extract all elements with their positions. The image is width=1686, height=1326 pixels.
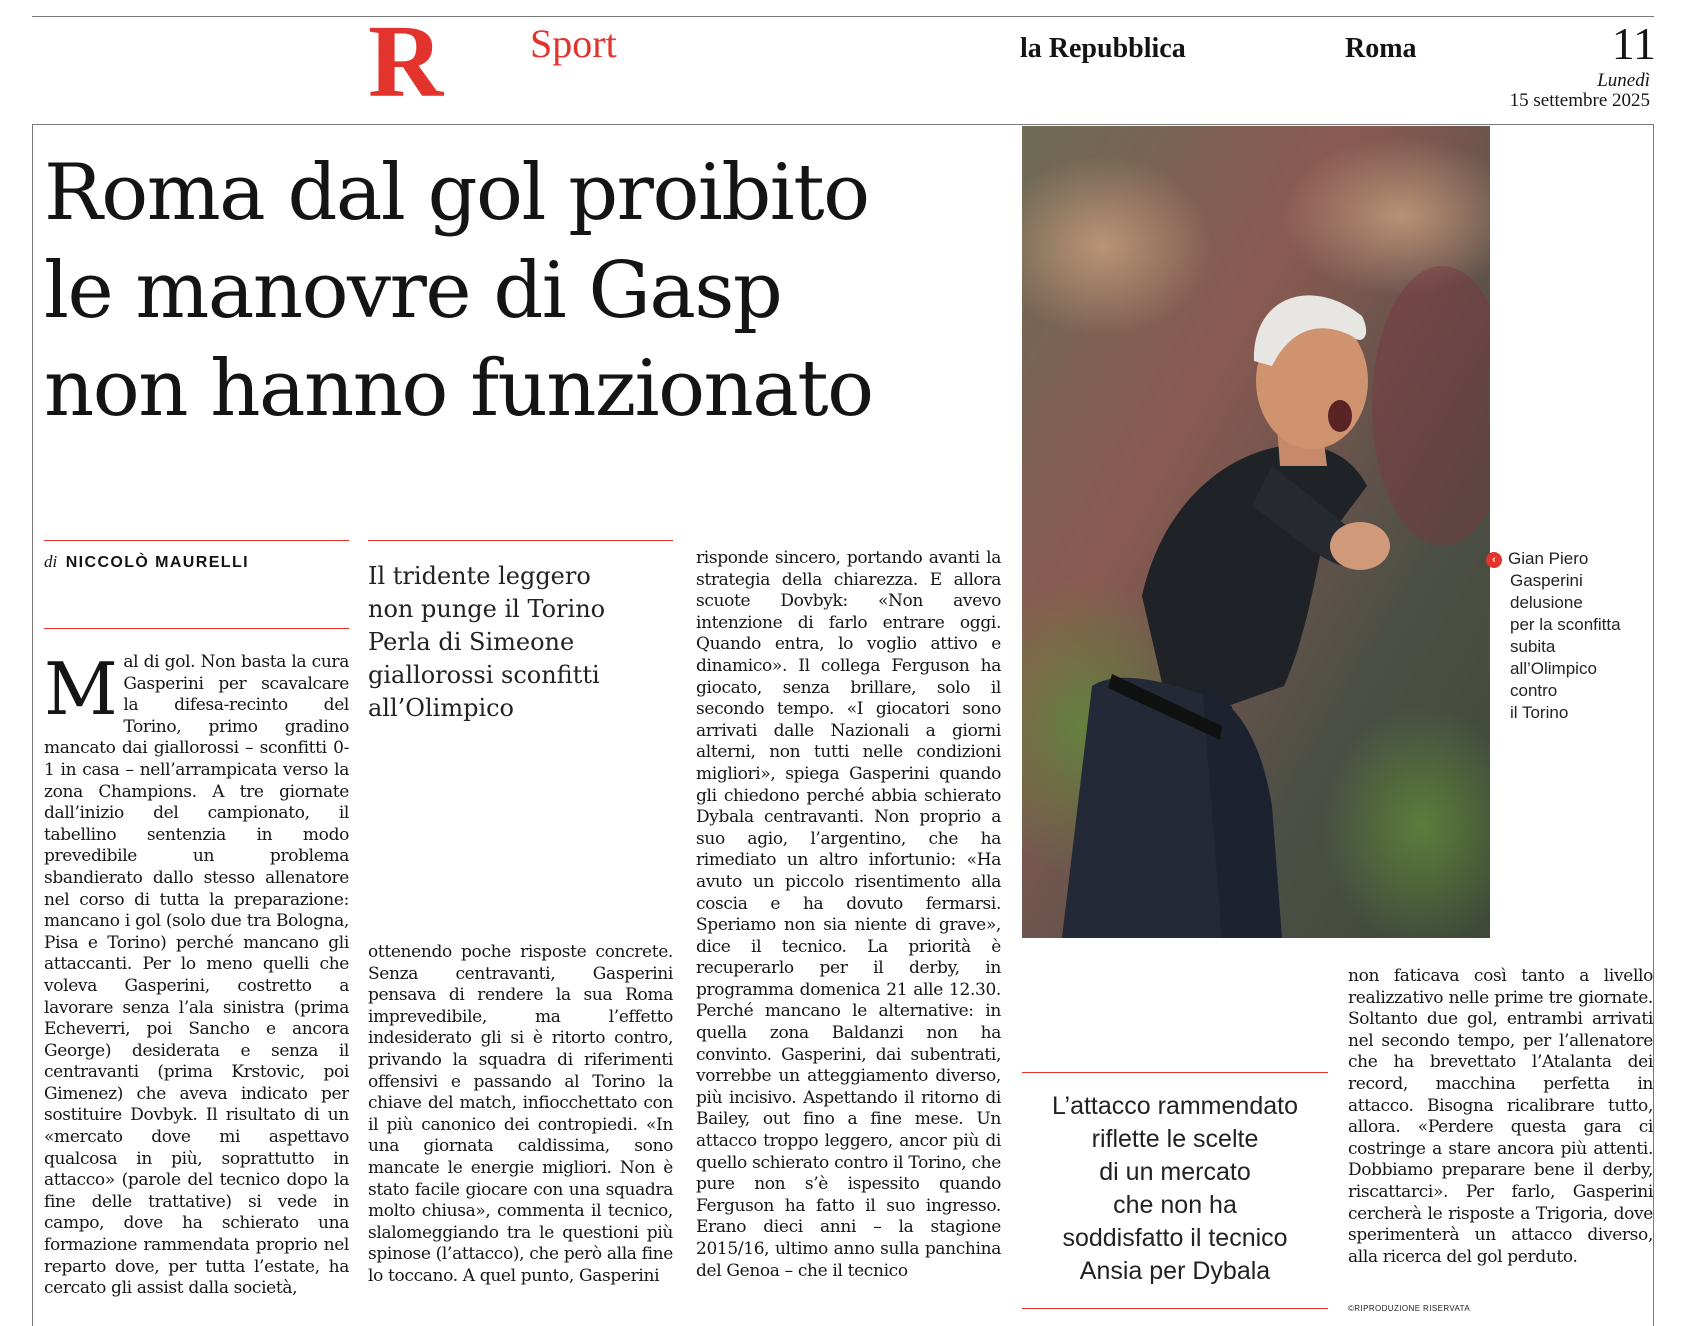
- pullquote-rule-bottom: [1022, 1308, 1328, 1309]
- column-text: ottenendo poche risposte concrete. Senza centravanti, Gasperini pensava di rendere la sua Roma imprevedibile, ma l’effetto indesiderato gli si è ritorto contro, privando la squadra di riferimenti offensivi e passando al Torino la chiave del match, infiocchettato con il più canonico dei contropiedi. «In una giornata caldissima, sono mancate le energie migliori. Non è stato facile giocare con una squadra molto chiusa», commenta il tecnico, slalomeggiando tra le questioni più spinose (l’attacco), che però alla fine lo toccano. A quel punto, Gasperini: [368, 942, 673, 1286]
- pullquote-line: Ansia per Dybala: [1079, 1257, 1271, 1285]
- newspaper-name: la Repubblica: [1020, 33, 1186, 64]
- header-rule: [32, 16, 1654, 17]
- article-column-3: [696, 548, 1001, 1322]
- pullquote-line: riflette le scelte: [1091, 1125, 1259, 1153]
- subhead-line: Il tridente leggero: [368, 562, 591, 590]
- newspaper-logo: R: [368, 4, 442, 119]
- caption-line: Gasperini: [1510, 571, 1583, 590]
- arrow-left-icon: ‹: [1486, 552, 1502, 568]
- subhead-line: all’Olimpico: [368, 694, 515, 722]
- caption-line: contro: [1510, 681, 1558, 700]
- subhead-line: Perla di Simeone: [368, 628, 575, 656]
- pullquote-line: soddisfatto il tecnico: [1062, 1224, 1288, 1252]
- headline-line: non hanno funzionato: [44, 344, 873, 434]
- pullquote-rule-top: [1022, 1072, 1328, 1073]
- headline-line: le manovre di Gasp: [44, 246, 782, 336]
- caption-line: subita: [1510, 637, 1556, 656]
- author-name: NICCOLÒ MAURELLI: [65, 554, 249, 571]
- pullquote-line: che non ha: [1113, 1191, 1237, 1219]
- pull-quote: [1022, 1090, 1328, 1288]
- subhead-rule: [368, 540, 673, 541]
- caption-line: delusione: [1510, 593, 1583, 612]
- caption-line: all’Olimpico: [1510, 659, 1597, 678]
- section-title: Sport: [530, 21, 617, 66]
- caption-line: il Torino: [1510, 703, 1569, 722]
- headline-line: Roma dal gol proibito: [44, 148, 869, 238]
- byline-rule-top: [44, 540, 349, 541]
- article-photo: [1022, 126, 1490, 938]
- pullquote-line: di un mercato: [1099, 1158, 1251, 1186]
- caption-line: ‹ Gian Piero: [1486, 548, 1650, 570]
- column-text: non faticava così tanto a livello realizzativo nelle prime tre giornate. Soltanto due gol, entrambi arrivati nel secondo tempo, per l’allenatore che ha brevettato l’Atalanta dei record, macchina perfetta in attacco. Bisogna ricalibrare tutto, allora. «Perdere questa gara ci costringe a stare ancora più attenti. Dobbiamo preparare bene il derby, riscattarci». Per farlo, Gasperini cercherà le risposte a Trigoria, dove sperimenterà un attacco diverso, alla ricerca del gol perduto.: [1348, 966, 1653, 1267]
- issue-date: 15 settembre 2025: [1509, 90, 1650, 111]
- article-column-1: [44, 652, 349, 1322]
- coach-photo: [1022, 126, 1490, 938]
- byline-prefix: di: [44, 552, 58, 571]
- subhead-line: giallorossi sconfitti: [368, 661, 600, 689]
- column-text: al di gol. Non basta la cura Gasperini per scavalcare la difesa-recinto del Torino, primo gradino mancato dai giallorossi – sconfitti 0-1 in casa – nell’arrampicata verso la zona Champions. A tre giornate dall’inizio del campionato, il tabellino sentenzia in modo prevedibile un problema sbandierato dallo stesso allenatore nel corso di tutta la preparazione: mancano i gol (solo due tra Bologna, Pisa e Torino) perché mancano gli attaccanti. Per lo meno quelli che voleva Gasperini, costretto a lavorare senza l’ala sinistra (prima Echeverri, poi Sancho e ancora George) desiderata e senza il centravanti (prima Krstovic, poi Gimenez) che aveva indicato per sostituire Dovbyk. Il risultato di un «mercato dove mi aspettavo qualcosa in più, soprattutto in attacco» (parole del tecnico dopo la fine delle trattative) si vede in campo, dove ha schierato una formazione rammendata proprio nel reparto dove, per tutta l’estate, ha cercato gli assist dalla società,: [44, 652, 349, 1299]
- caption-line: per la sconfitta: [1510, 615, 1621, 634]
- drop-cap: M: [44, 652, 118, 731]
- copyright-notice: ©RIPRODUZIONE RISERVATA: [1348, 1304, 1471, 1313]
- page-number: 11: [1611, 18, 1656, 69]
- photo-caption: [1492, 548, 1650, 724]
- frame-top: [32, 124, 1654, 125]
- article-column-2: [368, 942, 673, 1322]
- subhead-line: non punge il Torino: [368, 595, 606, 623]
- weekday: Lunedì: [1597, 70, 1650, 91]
- frame-left: [32, 124, 33, 1326]
- byline-rule-bottom: [44, 628, 349, 629]
- byline: [44, 552, 249, 573]
- column-text: risponde sincero, portando avanti la strategia della chiarezza. E allora scuote Dovbyk: «Non avevo intenzione di farlo entrare oggi. Quando entra, lo voglio attivo e dinamico». Il collega Ferguson ha giocato, senza brillare, solo il secondo tempo. «I giocatori sono arrivati dalle Nazionali a giorni alterni, non tutti nelle condizioni migliori», spiega Gasperini quando gli chiedono perché abbia schierato Dybala centravanti. Non proprio a suo agio, l’argentino, che ha rimediato un altro infortunio: «Ha avuto un piccolo risentimento alla coscia e ha dovuto fermarsi. Speriamo non sia niente di grave», dice il tecnico. La priorità è recuperarlo per il derby, in programma domenica 21 alle 12.30. Perché mancano le alternative: in quella zona Baldanzi non ha convinto. Gasperini, dai subentrati, vorrebbe un atteggiamento diverso, più incisivo. Aspettando il ritorno di Bailey, out fino a fine mese. Un attacco troppo leggero, ancor più di quello schierato contro il Torino, che pure non s’è ispessito quando Ferguson ha fatto il suo ingresso. Erano dieci anni – la stagione 2015/16, ultimo anno sulla panchina del Genoa – che il tecnico: [696, 548, 1001, 1281]
- article-headline: [44, 144, 1024, 438]
- pullquote-line: L’attacco rammendato: [1052, 1092, 1298, 1120]
- article-column-4: [1348, 966, 1653, 1298]
- article-subhead: [368, 560, 668, 725]
- frame-right: [1653, 124, 1654, 1326]
- edition-city: Roma: [1345, 33, 1417, 64]
